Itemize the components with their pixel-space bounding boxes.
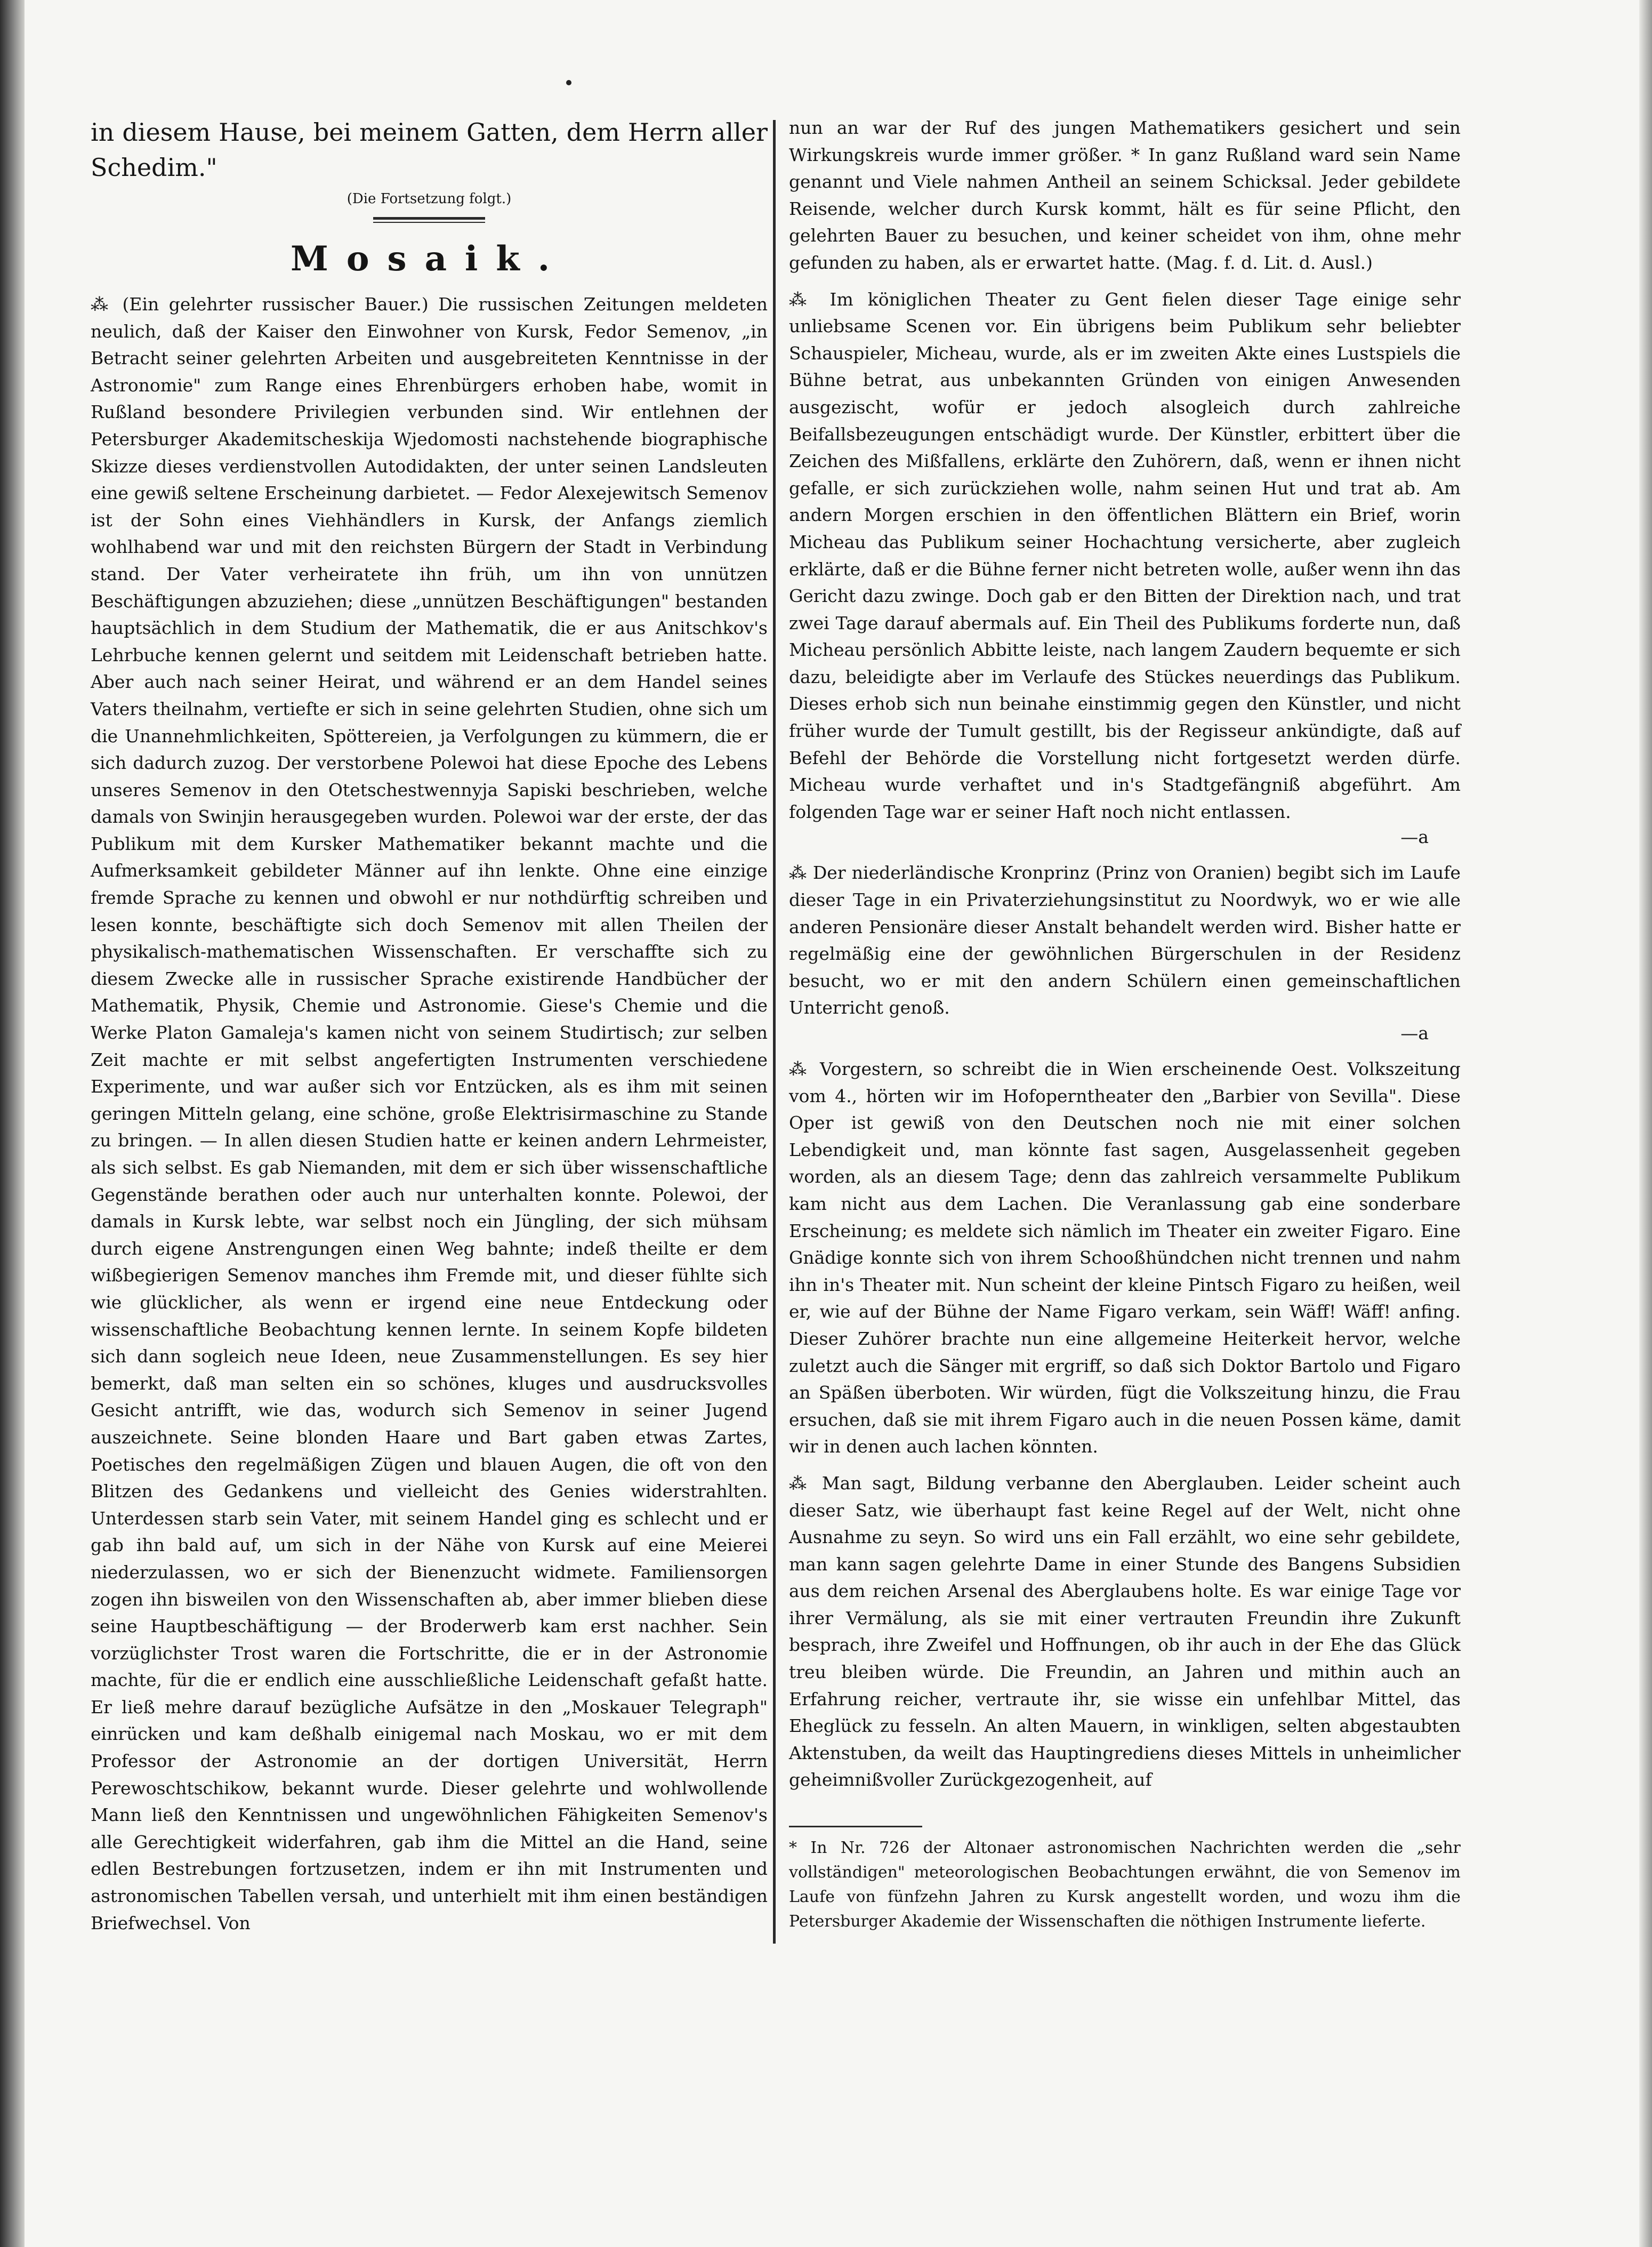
column-rule [773, 120, 776, 1944]
right-column [789, 115, 1461, 1934]
story-ending: in diesem Hause, bei meinem Gatten, dem Herrn aller Schedim." [91, 118, 768, 182]
article-gent-theatre: ⁂ Im königlichen Theater zu Gent fielen dieser Tage einige sehr unliebsame Scenen vor. Ein übrigens beim Publikum sehr beliebter Schauspieler, Micheau, wurde, als er im zweiten Akte eines Lustspiels die Bühne betrat, aus unbekannten Gründen von einigen Anwesenden ausgezischt, wofür er jedoch alsogleich durch zahlreiche Beifallsbezeugungen entschädigt wurde. Der Künstler, erbittert über die Zeichen des Mißfallens, erklärte den Zuhörern, daß, wenn er ihnen nicht gefalle, er sich zurückziehen wolle, nahm seinen Hut und trat ab. Am andern Morgen erschien in den öffentlichen Blättern ein Brief, worin Micheau das Publikum seiner Hochachtung versicherte, aber zugleich erklärte, daß er die Bühne ferner nicht betreten wolle, außer wenn ihn das Gericht dazu zwinge. Doch gab er den Bitten der Direktion nach, und trat zwei Tage darauf abermals auf. Ein Theil des Publikums forderte nun, daß Micheau persönlich Abbitte leiste, nach langem Zaudern bequemte er sich dazu, beleidigte aber im Verlaufe des Stückes neuerdings das Publikum. Dieses erhob sich nun beinahe einstimmig gegen den Künstler, und nicht früher wurde der Tumult gestillt, bis der Regisseur ankündigte, daß auf Befehl der Behörde die Vorstellung nicht fortgesetzt werden dürfe. Micheau wurde verhaftet und in's Stadtgefängniß abgeführt. Am folgenden Tage war er seiner Haft noch nicht entlassen. [789, 288, 1461, 822]
article-barber-seville: ⁂ Vorgestern, so schreibt die in Wien erscheinende Oest. Volkszeitung vom 4., hörten wir im Hofoperntheater den „Barbier von Sevilla". Diese Oper ist gewiß von den Deutschen noch nie mit einer solchen Lebendigkeit und, man könnte fast sagen, Ausgelassenheit gegeben worden, als an diesem Tage; denn das zahlreich versammelte Publikum kam nicht aus dem Lachen. Die Veranlassung gab eine sonderbare Erscheinung; es meldete sich nämlich im Theater ein zweiter Figaro. Eine Gnädige konnte sich von ihrem Schooßhündchen nicht trennen und nahm ihn in's Theater mit. Nun scheint der kleine Pintsch Figaro zu heißen, weil er, wie auf der Bühne der Name Figaro verkam, sein Wäff! Wäff! anfing. Dieser Zuhörer brachte nun eine allgemeine Heiterkeit hervor, welche zuletzt auch die Sänger mit ergriff, so daß sich Doktor Bartolo und Figaro an Späßen überboten. Wir würden, fügt die Volkszeitung hinzu, die Frau ersuchen, daß sie mit ihrem Figaro auch in die neuen Possen käme, damit wir in denen auch lachen könnten. [789, 1058, 1461, 1457]
section-title: Mosaik. [291, 239, 568, 279]
article-superstition: ⁂ Man sagt, Bildung verbanne den Aberglauben. Leider scheint auch dieser Satz, wie überhaupt fast keine Regel auf der Welt, nicht ohne Ausnahme zu seyn. So wird uns ein Fall erzählt, wo eine sehr gebildete, man kann sagen gelehrte Dame in einer Stunde des Bangens Subsidien aus dem reichen Arsenal des Aberglaubens holte. Es war einige Tage vor ihrer Vermälung, als sie mit einer vertrauten Freundin ihre Zukunft besprach, ihre Zweifel und Hoffnungen, ob ihr auch in der Ehe das Glück treu bleiben würde. Die Freundin, an Jahren und mithin auch an Erfahrung reicher, vertraute ihr, sie wisse ein unfehlbar Mittel, das Eheglück zu fesseln. An alten Mauern, in winkligen, selten abgestaubten Aktenstuben, da weilt das Hauptingrediens dieses Mittels in unheimlicher geheimnißvoller Zurückgezogenheit, auf [789, 1472, 1461, 1791]
page-edge-left [0, 0, 25, 2247]
footnote-rule [789, 1826, 922, 1827]
article-russian-farmer-cont: nun an war der Ruf des jungen Mathematikers gesichert und sein Wirkungskreis wurde immer größer. * In ganz Rußland ward sein Name genannt und Viele nahmen Antheil an seinem Schicksal. Jeder gebildete Reisende, welcher durch Kursk kommt, hält es für seine Pflicht, den gelehrten Bauer zu besuchen, und keiner scheidet von ihm, ohne mehr gefunden zu haben, als er erwartet hatte. (Mag. f. d. Lit. d. Ausl.) [789, 117, 1461, 273]
continuation-note: (Die Fortsetzung folgt.) [346, 191, 512, 207]
article-russian-farmer: ⁂ (Ein gelehrter russischer Bauer.) Die russischen Zeitungen meldeten neulich, daß der Kaiser den Einwohner von Kursk, Fedor Semenov, „in Betracht seiner gelehrten Arbeiten und ausgebreiteten Kenntnisse in der Astronomie" zum Range eines Ehrenbürgers erhoben habe, womit in Rußland besondere Privilegien verbunden sind. Wir entlehnen der Petersburger Akademitscheskija Wjedomosti nachstehende biographische Skizze dieses verdienstvollen Autodidakten, der unter seinen Landsleuten eine gewiß seltene Erscheinung darbietet. — Fedor Alexejewitsch Semenov ist der Sohn eines Viehhändlers in Kursk, der Anfangs ziemlich wohlhabend war und mit den reichsten Bürgern der Stadt in Verbindung stand. Der Vater verheiratete ihn früh, um ihn von unnützen Beschäftigungen abzuziehen; diese „unnützen Beschäftigungen" bestanden hauptsächlich in dem Studium der Mathematik, die er aus Anitschkov's Lehrbuche kennen gelernt und seitdem mit Leidenschaft betrieben hatte. Aber auch nach seiner Heirat, und während er an dem Handel seines Vaters theilnahm, vertiefte er sich in seine gelehrten Studien, ohne sich um die Unannehmlichkeiten, Spöttereien, ja Verfolgungen zu kümmern, die er sich dadurch zuzog. Der verstorbene Polewoi hat diese Epoche des Lebens unseres Semenov in den Otetschestwennyja Sapiski beschrieben, welche damals von Swinjin herausgegeben wurden. Polewoi war der erste, der das Publikum mit dem Kursker Mathematiker bekannt machte und die Aufmerksamkeit gebildeter Männer auf ihn lenkte. Ohne eine einzige fremde Sprache zu kennen und obwohl er nur nothdürftig schreiben und lesen konnte, beschäftigte sich doch Semenov mit allen Theilen der physikalisch-mathematischen Wissenschaften. Er verschaffte sich zu diesem Zwecke alle in russischer Sprache existirende Handbücher der Mathematik, Physik, Chemie und Astronomie. Giese's Chemie und die Werke Platon Gamaleja's kamen nicht von seinem Studirtisch; zur selben Zeit machte er mit selbst angefertigten Instrumenten verschiedene Experimente, und war außer sich vor Entzücken, als es ihm mit seinen geringen Mitteln gelang, eine schöne, große Elektrisirmaschine zu Stande zu bringen. — In allen diesen Studien hatte er keinen andern Lehrmeister, als sich selbst. Es gab Niemanden, mit dem er sich über wissenschaftliche Gegenstände berathen oder auch nur unterhalten konnte. Polewoi, der damals in Kursk lebte, war selbst noch ein Jüngling, der sich mühsam durch eigene Anstrengungen einen Weg bahnte; indeß theilte er dem wißbegierigen Semenov manches ihm Fremde mit, und dieser fühlte sich wie glücklicher, als wenn er irgend eine neue Entdeckung oder wissenschaftliche Beobachtung kennen lernte. In seinem Kopfe bildeten sich dann sogleich neue Ideen, neue Zusammenstellungen. Es sey hier bemerkt, daß man selten ein so schönes, kluges und ausdrucksvolles Gesicht antrifft, wie das, wodurch sich Semenov in seiner Jugend auszeichnete. Seine blonden Haare und Bart gaben etwas Zartes, Poetisches den regelmäßigen Zügen und blauen Augen, die oft von den Blitzen des Gedankens und vielleicht des Genies widerstrahlten. Unterdessen starb sein Vater, mit seinem Handel ging es schlecht und er gab ihn bald auf, um sich in der Nähe von Kursk auf eine Meierei niederzulassen, wo er sich der Bienenzucht widmete. Familiensorgen zogen ihn bisweilen von den Wissenschaften ab, aber immer blieben diese seine Hauptbeschäftigung — der Broderwerb kam erst nachher. Sein vorzüglichster Trost waren die Fortschritte, die er in der Astronomie machte, für die er endlich eine ausschließliche Leidenschaft gefaßt hatte. Er ließ mehre darauf bezügliche Aufsätze in den „Moskauer Telegraph" einrücken und kam deßhalb einigemal nach Moskau, wo er mit dem Professor der Astronomie an der dortigen Universität, Herrn Perewoschtschikow, bekannt wurde. Dieser gelehrte und wohlwollende Mann ließ den Kenntnissen und ungewöhnlichen Fähigkeiten Semenov's alle Gerechtigkeit widerfahren, gab ihm die Mittel an die Hand, seine edlen Bestrebungen fortzusetzen, indem er ihn mit Instrumenten und astronomischen Tabellen versah, und unterhielt mit ihm einen beständigen Briefwechsel. Von [91, 294, 768, 1933]
page-edge-right [1639, 0, 1652, 2247]
footnote: * In Nr. 726 der Altonaer astronomischen Nachrichten werden die „sehr vollständigen" meteorologischen Beobachtungen erwähnt, die von Semenov im Laufe von fünfzehn Jahren zu Kursk angestellt worden, und wozu ihm die Petersburger Akademie der Wissenschaften die nöthigen Instrumente lieferte. [789, 1839, 1461, 1931]
signature: —a [1400, 1023, 1429, 1044]
article-dutch-prince: ⁂ Der niederländische Kronprinz (Prinz von Oranien) begibt sich im Laufe dieser Tage in ein Privaterziehungsinstitut zu Noordwyk, wo er wie alle anderen Pensionäre dieser Anstalt behandelt werden wird. Bisher hatte er regelmäßig eine der gewöhnlichen Bürgerschulen in der Residenz besucht, wo er mit den andern Schülern einen gemeinschaftlichen Unterricht genoß. [789, 862, 1461, 1018]
signature: —a [1400, 826, 1429, 848]
title-rule [373, 217, 485, 223]
left-column [91, 115, 768, 1937]
print-dot [566, 80, 571, 85]
